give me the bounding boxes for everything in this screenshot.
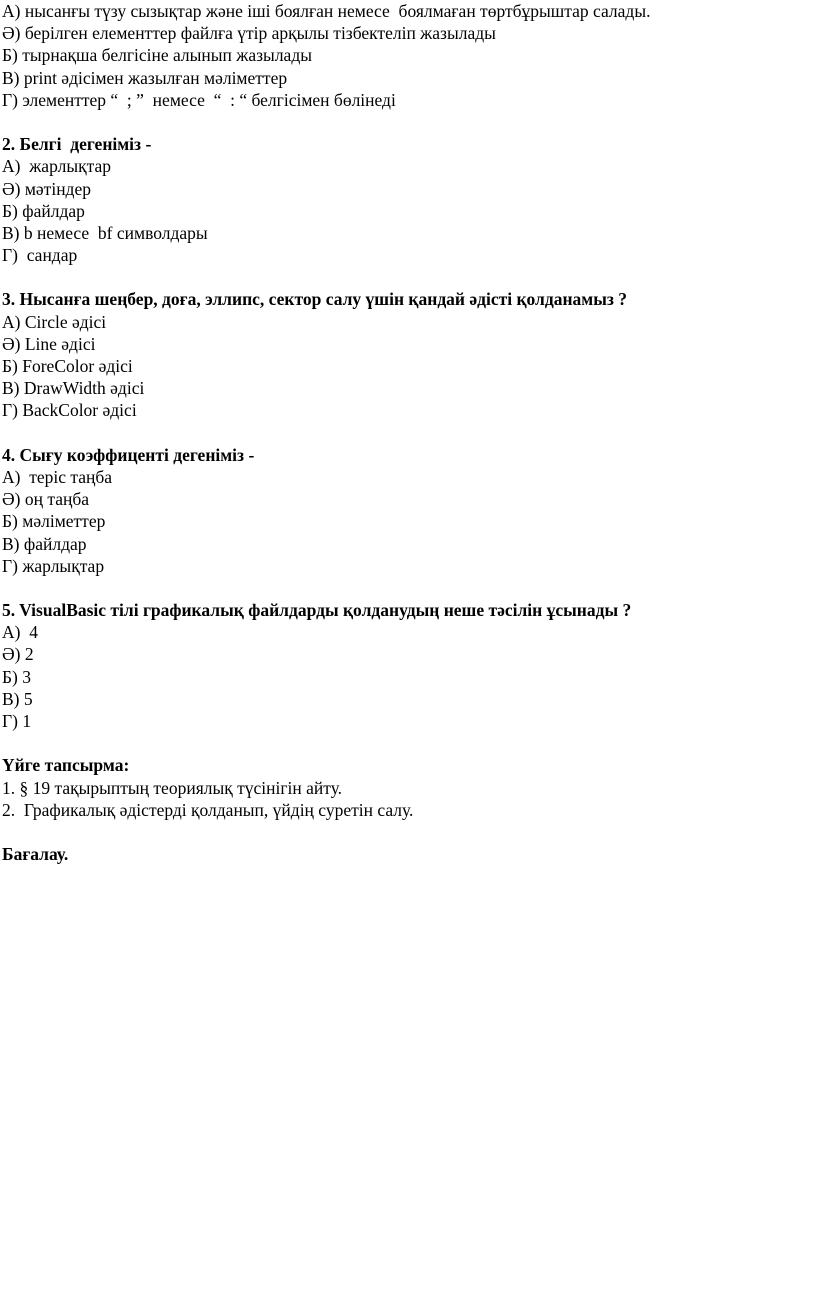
question-4: [2, 444, 816, 577]
question-1-options: [2, 0, 816, 111]
homework-section: [2, 754, 816, 821]
question-5: [2, 599, 816, 732]
option-b: Б) ForeColor әдісі: [2, 356, 133, 376]
option-g: Г) BackColor әдісі: [2, 400, 137, 421]
option-g: Г) жарлықтар: [2, 555, 105, 576]
option-v: В) print әдісімен жазылған мәліметтер: [2, 67, 288, 88]
question-title: 2. Белгі дегеніміз -: [2, 134, 152, 155]
option-a: А) жарлықтар: [2, 156, 111, 177]
option-b: Б) мәліметтер: [2, 511, 106, 532]
homework-item: 1. § 19 тақырыптың теориялық түсінігін айту.: [2, 777, 343, 798]
assessment-section: [2, 843, 816, 865]
option-a: А) нысанғы түзу сызықтар және іші боялған немесе боялмаған төртбұрыштар салады.: [2, 1, 651, 21]
option-g: Г) элементтер “ ; ” немесе “ : “ белгісімен бөлінеді: [2, 89, 396, 110]
spacer: [2, 422, 816, 444]
homework-title: Үйге тапсырма:: [2, 755, 130, 776]
spacer: [2, 577, 816, 599]
option-v: В) файлдар: [2, 533, 87, 554]
option-ae: Ә) Line әдісі: [2, 333, 96, 354]
option-v: В) b немесе bf символдары: [2, 222, 208, 243]
option-a: А) Circle әдісі: [2, 311, 107, 332]
option-ae: Ә) оң таңба: [2, 489, 89, 510]
question-title: 4. Сығу коэффиценті дегеніміз -: [2, 444, 255, 465]
spacer: [2, 732, 816, 754]
option-b: Б) тырнақша белгісіне алынып жазылады: [2, 45, 312, 66]
option-ae: Ә) 2: [2, 644, 34, 665]
option-g: Г) 1: [2, 711, 32, 731]
question-title: 5. VisualBasic тілі графикалық файлдарды қолданудың неше тәсілін ұсынады ?: [2, 600, 632, 621]
option-a: А) теріс таңба: [2, 466, 113, 487]
option-ae: Ә) берілген елементтер файлға үтір арқылы тізбектеліп жазылады: [2, 23, 496, 44]
spacer: [2, 111, 816, 133]
homework-item: 2. Графикалық әдістерді қолданып, үйдің суретін салу.: [2, 799, 414, 820]
option-b: Б) файлдар: [2, 200, 85, 221]
question-3: [2, 288, 816, 421]
option-v: В) DrawWidth әдісі: [2, 378, 145, 399]
option-g: Г) сандар: [2, 245, 78, 266]
option-b: Б) 3: [2, 666, 32, 687]
assessment-title: Бағалау.: [2, 844, 69, 865]
option-a: А) 4: [2, 622, 38, 643]
option-v: В) 5: [2, 688, 33, 709]
spacer: [2, 266, 816, 288]
question-2: [2, 133, 816, 266]
spacer: [2, 821, 816, 843]
option-ae: Ә) мәтіндер: [2, 178, 91, 199]
question-title: 3. Нысанға шеңбер, доға, эллипс, сектор салу үшін қандай әдісті қолданамыз ?: [2, 289, 628, 310]
